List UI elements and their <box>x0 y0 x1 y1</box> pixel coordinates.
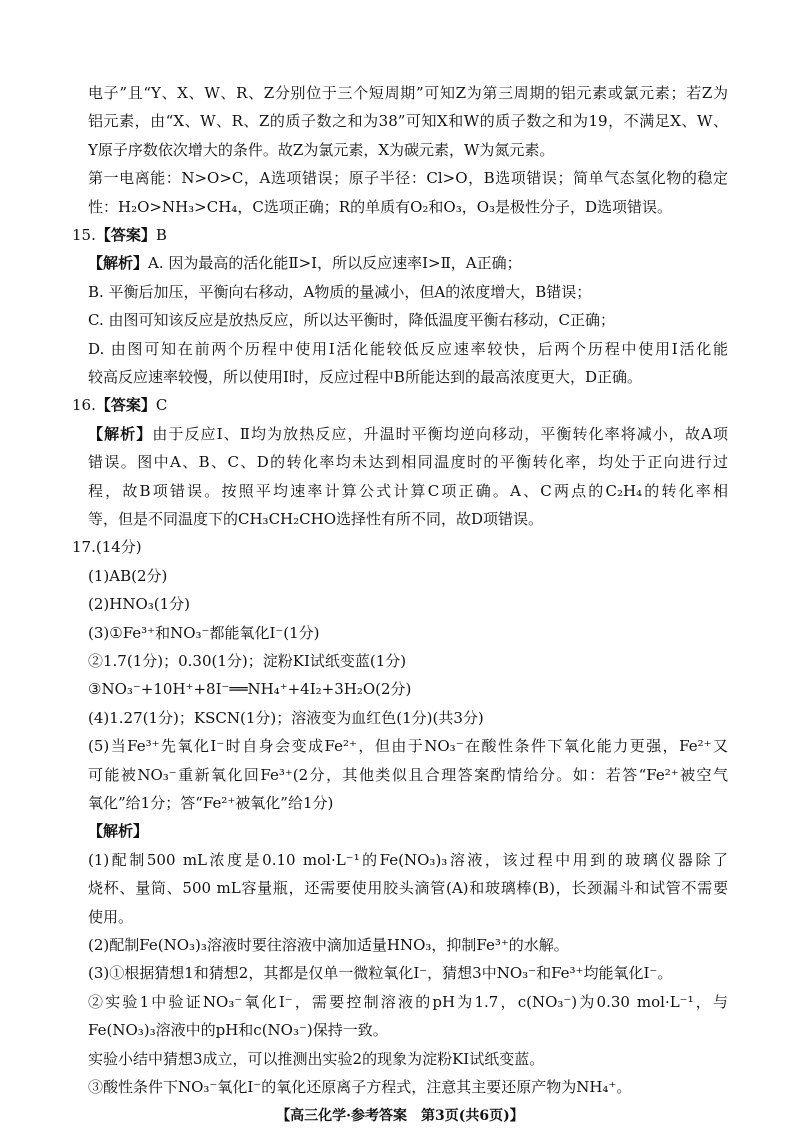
q17-heading: 17.(14分) <box>72 538 142 557</box>
q16-analysis-line-2: 错误。图中A、B、C、D的转化率均未达到相同温度时的平衡转化率，均处于正向进行过 <box>88 453 728 472</box>
q17-answer-3-3: ③NO₃⁻+10H⁺+8I⁻══NH₄⁺+4I₂+3H₂O(2分) <box>88 680 412 699</box>
prev-line-1: 电子”且“Y、X、W、R、Z分别位于三个短周期”可知Z为第三周期的铝元素或氯元素；若Z为 <box>88 84 728 102</box>
q15-analysis-line-4: D. 由图可知在前两个历程中使用Ⅰ活化能较低反应速率较快，后两个历程中使用Ⅰ活化能 <box>88 339 728 358</box>
q17-answer-3-2: ②1.7(1分)；0.30(1分)；淀粉KI试纸变蓝(1分) <box>88 652 407 670</box>
q16-analysis-line-3: 程，故B项错误。按照平均速率计算公式计算C项正确。A、C两点的C₂H₄的转化率相 <box>88 481 728 500</box>
q16-answer-tag: 【答案】 <box>95 396 156 415</box>
q17-answer-2: (2)HNO₃(1分) <box>88 595 191 614</box>
q17-analysis-tag-text: 【解析】 <box>88 822 149 841</box>
q16-answer: C <box>155 396 168 415</box>
q17-explain-2: (2)配制Fe(NO₃)₃溶液时要往溶液中滴加适量HNO₃，抑制Fe³⁺的水解。 <box>88 936 569 954</box>
page-footer: 【高三化学·参考答案 第3页(共6页)】 <box>276 1108 524 1125</box>
prev-line-5: 性：H₂O>NH₃>CH₄，C选项正确；R的单质有O₂和O₃，O₃是极性分子，D选项错误。 <box>88 197 673 216</box>
q17-explain-1-line-3: 使用。 <box>88 907 134 926</box>
q17-analysis-tag <box>88 818 728 844</box>
q15-analysis-tag: 【解析】 <box>88 254 149 273</box>
q17-explain-3-4: ③酸性条件下NO₃⁻氧化I⁻的氧化还原离子方程式，注意其主要还原产物为NH₄⁺。 <box>88 1078 632 1096</box>
q17-answer-1: (1)AB(2分) <box>88 566 168 585</box>
q15-analysis-line-2: B. 平衡后加压，平衡向右移动，A物质的量减小，但A的浓度增大，B错误； <box>88 282 592 301</box>
q15-answer-tag: 【答案】 <box>95 226 156 244</box>
q17-explain-1-line-1: (1)配制500 mL浓度是0.10 mol·L⁻¹的Fe(NO₃)₃溶液，该过程中用到的玻璃仪器除了 <box>88 850 728 869</box>
q16-analysis-text-1: 由于反应Ⅰ、Ⅱ均为放热反应，升温时平衡均逆向移动，平衡转化率将减小，故A项 <box>152 424 728 443</box>
q15-analysis-line-3: C. 由图可知该反应是放热反应，所以达平衡时，降低温度平衡右移动，C正确； <box>88 311 615 330</box>
prev-line-3: Y原子序数依次增大的条件。故Z为氯元素，X为碳元素，W为氮元素。 <box>88 140 555 159</box>
q15-analysis-line-5: 较高反应速率较慢，所以使用Ⅰ时，反应过程中B所能达到的最高浓度更大，D正确。 <box>88 368 642 386</box>
q15-number: 15. <box>72 226 96 244</box>
q15-analysis-line-1 <box>88 250 728 276</box>
q17-answer-5-line-3: 氧化”给1分；答“Fe²⁺被氧化”给1分) <box>88 794 334 812</box>
q16-analysis-line-4: 等，但是不同温度下的CH₃CH₂CHO选择性有所不同，故D项错误。 <box>88 510 544 528</box>
q16-analysis-tag: 【解析】 <box>88 424 153 443</box>
q15-analysis-text-1: A. 因为最高的活化能Ⅱ>Ⅰ，所以反应速率Ⅰ>Ⅱ，A正确； <box>148 254 522 273</box>
q15-answer: B <box>155 226 167 244</box>
q15-answer-line <box>72 222 712 248</box>
q17-answer-4: (4)1.27(1分)；KSCN(1分)；溶液变为血红色(1分)(共3分) <box>88 708 484 727</box>
q16-analysis-line-1 <box>88 421 728 447</box>
q17-explain-3-2-line-2: Fe(NO₃)₃溶液中的pH和c(NO₃⁻)保持一致。 <box>88 1021 388 1040</box>
prev-line-4: 第一电离能：N>O>C，A选项错误；原子半径：Cl>O，B选项错误；简单气态氢化物的稳定 <box>88 169 728 188</box>
q17-answer-5-line-2: 可能被NO₃⁻重新氧化回Fe³⁺(2分，其他类似且合理答案酌情给分。如：若答“Fe²⁺被空气 <box>88 765 728 784</box>
q16-answer-line <box>72 392 712 418</box>
q17-explain-1-line-2: 烧杯、量筒、500 mL容量瓶，还需要使用胶头滴管(A)和玻璃棒(B)，长颈漏斗和试管不需要 <box>88 879 728 898</box>
q17-explain-3-3: 实验小结中猜想3成立，可以推测出实验2的现象为淀粉KI试纸变蓝。 <box>88 1049 545 1068</box>
q17-explain-3-2-line-1: ②实验1中验证NO₃⁻氧化I⁻，需要控制溶液的pH为1.7，c(NO₃⁻)为0.30 mol·L⁻¹，与 <box>88 992 728 1011</box>
q16-number: 16. <box>72 396 96 415</box>
q17-answer-3-1: (3)①Fe³⁺和NO₃⁻都能氧化I⁻(1分) <box>88 623 320 642</box>
q17-explain-3-1: (3)①根据猜想1和猜想2，其都是仅单一微粒氧化I⁻，猜想3中NO₃⁻和Fe³⁺均能氧化I⁻。 <box>88 964 673 983</box>
prev-line-2: 铝元素，由“X、W、R、Z的质子数之和为38”可知X和W的质子数之和为19，不满足X、W、 <box>88 112 728 131</box>
q17-answer-5-line-1: (5)当Fe³⁺先氧化I⁻时自身会变成Fe²⁺，但由于NO₃⁻在酸性条件下氧化能力更强，Fe²⁺又 <box>88 737 728 756</box>
